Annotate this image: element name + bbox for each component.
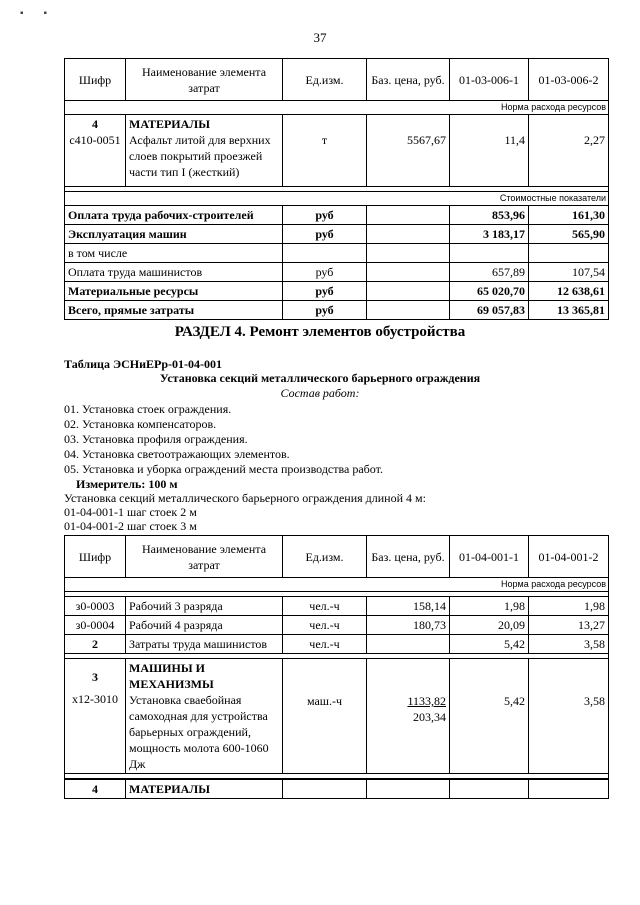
header-unit: Ед.изм. xyxy=(283,536,367,578)
cost-name: Материальные ресурсы xyxy=(65,282,283,301)
work-item: 04. Установка светоотражающих элементов. xyxy=(64,447,290,461)
cost-value-1: 65 020,70 xyxy=(450,282,529,301)
labor-name: Затраты труда машинистов xyxy=(126,635,283,654)
variant: 01-04-001-1 шаг стоек 2 м xyxy=(64,505,197,519)
cost-value-2: 13 365,81 xyxy=(529,301,609,320)
section-number: 4 xyxy=(65,779,126,799)
resource-price: 158,14 xyxy=(367,597,450,616)
labor-value-1: 5,42 xyxy=(450,635,529,654)
description: Установка секций металлического барьерного ограждения длиной 4 м: xyxy=(64,491,426,505)
norm-label: Норма расхода ресурсов xyxy=(65,101,609,115)
works-title: Состав работ: xyxy=(280,386,360,400)
cost-value-2: 12 638,61 xyxy=(529,282,609,301)
cost-name: Оплата труда машинистов xyxy=(65,263,283,282)
resource-table-2 xyxy=(64,535,609,799)
section-number: 4 xyxy=(92,117,98,131)
header-col1: 01-03-006-1 xyxy=(450,59,529,101)
resource-code: з0-0003 xyxy=(65,597,126,616)
cost-value-1: 3 183,17 xyxy=(450,225,529,244)
section-title: МАТЕРИАЛЫ xyxy=(129,117,210,131)
section-number: 2 xyxy=(65,635,126,654)
cost-label: Стоимостные показатели xyxy=(65,192,609,206)
header-code: Шифр xyxy=(65,59,126,101)
labor-value-2: 3,58 xyxy=(529,635,609,654)
resource-code: з0-0004 xyxy=(65,616,126,635)
resource-price: 5567,67 xyxy=(367,115,450,187)
cost-unit: руб xyxy=(283,225,367,244)
resource-unit: маш.-ч xyxy=(283,659,367,774)
header-name: Наименование элемента затрат xyxy=(126,59,283,101)
work-item: 02. Установка компенсаторов. xyxy=(64,417,217,431)
cost-value-2: 107,54 xyxy=(529,263,609,282)
cost-unit: руб xyxy=(283,282,367,301)
header-col2: 01-04-001-2 xyxy=(529,536,609,578)
resource-value-2: 3,58 xyxy=(529,659,609,774)
header-col2: 01-03-006-2 xyxy=(529,59,609,101)
cost-name: в том числе xyxy=(65,244,283,263)
cost-unit: руб xyxy=(283,263,367,282)
section-number: 3 xyxy=(92,670,98,684)
resource-unit: чел.-ч xyxy=(283,597,367,616)
resource-price-2: 203,34 xyxy=(413,710,446,724)
page-number: 37 xyxy=(313,30,327,45)
work-item: 03. Установка профиля ограждения. xyxy=(64,432,248,446)
resource-value-1: 5,42 xyxy=(450,659,529,774)
resource-unit: чел.-ч xyxy=(283,616,367,635)
resource-name: Рабочий 3 разряда xyxy=(126,597,283,616)
cost-name: Всего, прямые затраты xyxy=(65,301,283,320)
header-name: Наименование элемента затрат xyxy=(126,536,283,578)
header-code: Шифр xyxy=(65,536,126,578)
resource-price: 1133,82 xyxy=(407,694,446,708)
norm-label: Норма расхода ресурсов xyxy=(65,578,609,592)
resource-name: Асфальт литой для верхних слоев покрытий проезжей части тип I (жесткий) xyxy=(129,133,271,179)
header-price: Баз. цена, руб. xyxy=(367,59,450,101)
section-title: МАТЕРИАЛЫ xyxy=(126,779,283,799)
work-item: 01. Установка стоек ограждения. xyxy=(64,402,232,416)
cost-value-2: 565,90 xyxy=(529,225,609,244)
labor-unit: чел.-ч xyxy=(283,635,367,654)
meter: Измеритель: 100 м xyxy=(76,477,178,491)
resource-code: с410-0051 xyxy=(69,133,121,147)
header-unit: Ед.изм. xyxy=(283,59,367,101)
resource-price: 180,73 xyxy=(367,616,450,635)
cost-name: Оплата труда рабочих-строителей xyxy=(65,206,283,225)
resource-name: Рабочий 4 разряда xyxy=(126,616,283,635)
work-item: 05. Установка и уборка ограждений места производства работ. xyxy=(64,462,383,476)
cost-value-1: 657,89 xyxy=(450,263,529,282)
cost-unit: руб xyxy=(283,206,367,225)
resource-table-1 xyxy=(64,58,609,320)
table-label: Таблица ЭСНиЕРр-01-04-001 xyxy=(64,357,223,371)
resource-code: х12-3010 xyxy=(72,692,118,706)
resource-value-1: 20,09 xyxy=(450,616,529,635)
resource-value-2: 2,27 xyxy=(529,115,609,187)
cost-unit: руб xyxy=(283,301,367,320)
cost-value-1: 853,96 xyxy=(450,206,529,225)
cost-value-1: 69 057,83 xyxy=(450,301,529,320)
cost-name: Эксплуатация машин xyxy=(65,225,283,244)
resource-name: Установка сваебойная самоходная для устройства барьерных ограждений, мощность молота 600-1060 Дж xyxy=(129,693,269,771)
variant: 01-04-001-2 шаг стоек 3 м xyxy=(64,519,197,533)
resource-value-2: 1,98 xyxy=(529,597,609,616)
resource-value-1: 11,4 xyxy=(450,115,529,187)
table-title: Установка секций металлического барьерного ограждения xyxy=(159,371,481,385)
header-price: Баз. цена, руб. xyxy=(367,536,450,578)
resource-value-1: 1,98 xyxy=(450,597,529,616)
header-col1: 01-04-001-1 xyxy=(450,536,529,578)
resource-unit: т xyxy=(283,115,367,187)
section-title: МАШИНЫ И МЕХАНИЗМЫ xyxy=(129,661,214,691)
section-heading: РАЗДЕЛ 4. Ремонт элементов обустройства xyxy=(174,324,466,340)
resource-value-2: 13,27 xyxy=(529,616,609,635)
cost-value-2: 161,30 xyxy=(529,206,609,225)
scan-mark: ▪ ▪ xyxy=(20,8,48,19)
